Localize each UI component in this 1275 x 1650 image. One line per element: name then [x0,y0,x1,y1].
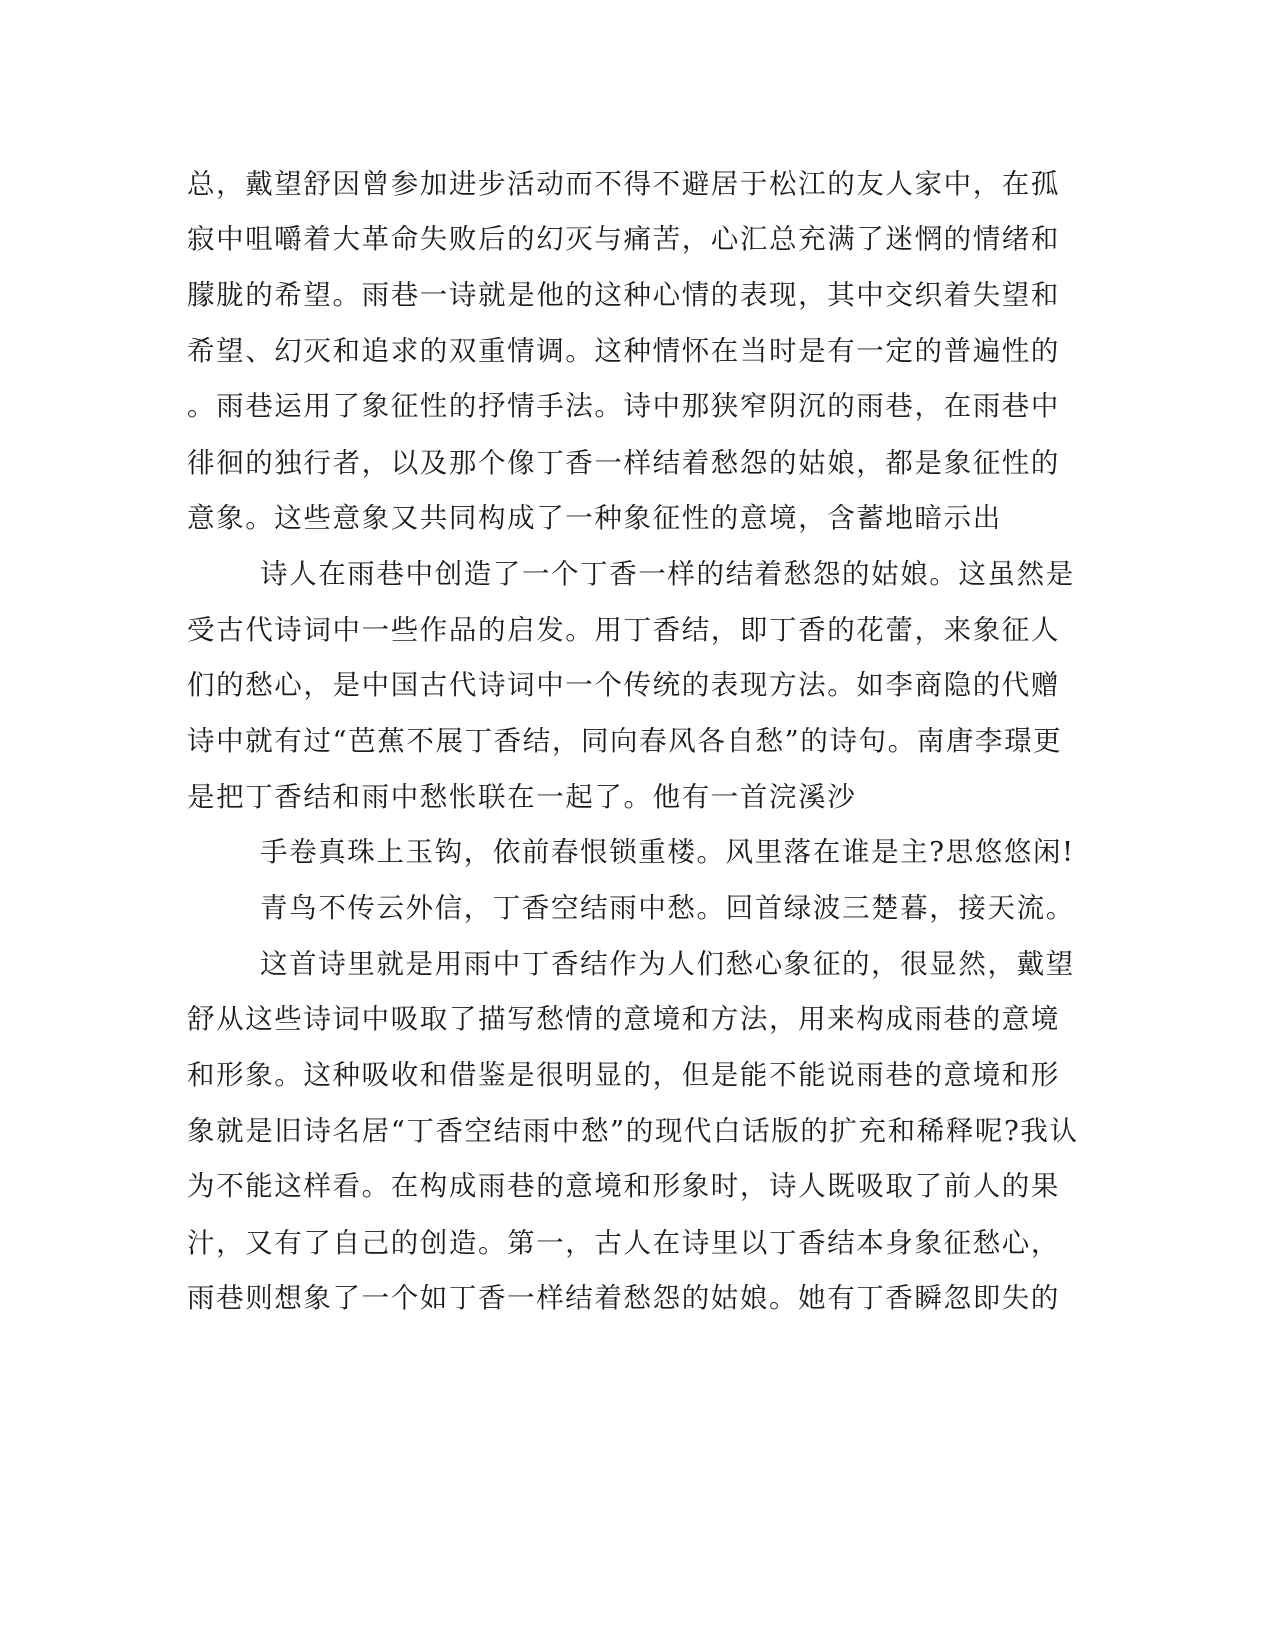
text-line: 受古代诗词中一些作品的启发。用丁香结，即丁香的花蕾，来象征人 [187,614,1060,646]
poem-line: 手卷真珠上玉钩，依前春恨锁重楼。风里落在谁是主?思悠悠闲! [260,836,1075,868]
text-line: 们的愁心，是中国古代诗词中一个传统的表现方法。如李商隐的代赠 [187,669,1060,701]
poem-line: 青鸟不传云外信，丁香空结雨中愁。回首绿波三楚暮，接天流。 [260,892,1075,924]
paragraph-first-line: 这首诗里就是用雨中丁香结作为人们愁心象征的，很显然，戴望 [260,948,1075,980]
text-line: 和形象。这种吸收和借鉴是很明显的，但是能不能说雨巷的意境和形 [187,1059,1060,1091]
text-line: 意象。这些意象又共同构成了一种象征性的意境，含蓄地暗示出 [187,502,1002,534]
text-line: 总，戴望舒因曾参加进步活动而不得不避居于松江的友人家中，在孤 [187,168,1060,200]
text-line: 雨巷则想象了一个如丁香一样结着愁怨的姑娘。她有丁香瞬忽即失的 [187,1282,1060,1314]
text-line: 是把丁香结和雨中愁怅联在一起了。他有一首浣溪沙 [187,781,857,813]
text-line: 为不能这样看。在构成雨巷的意境和形象时，诗人既吸取了前人的果 [187,1170,1060,1202]
text-line: 希望、幻灭和追求的双重情调。这种情怀在当时是有一定的普遍性的 [187,335,1060,367]
text-line: 。雨巷运用了象征性的抒情手法。诗中那狭窄阴沉的雨巷，在雨巷中 [187,390,1060,422]
text-line: 徘徊的独行者，以及那个像丁香一样结着愁怨的姑娘，都是象征性的 [187,447,1060,479]
text-line: 寂中咀嚼着大革命失败后的幻灭与痛苦，心汇总充满了迷惘的情绪和 [187,223,1060,255]
text-line: 朦胧的希望。雨巷一诗就是他的这种心情的表现，其中交织着失望和 [187,279,1060,311]
text-line: 诗中就有过“芭蕉不展丁香结，同向春风各自愁”的诗句。南唐李璟更 [187,725,1063,757]
paragraph-first-line: 诗人在雨巷中创造了一个丁香一样的结着愁怨的姑娘。这虽然是 [260,558,1075,590]
text-line: 舒从这些诗词中吸取了描写愁情的意境和方法，用来构成雨巷的意境 [187,1003,1060,1035]
text-line: 汁，又有了自己的创造。第一，古人在诗里以丁香结本身象征愁心， [187,1227,1060,1259]
text-line: 象就是旧诗名居“丁香空结雨中愁”的现代白话版的扩充和稀释呢?我认 [187,1115,1079,1147]
